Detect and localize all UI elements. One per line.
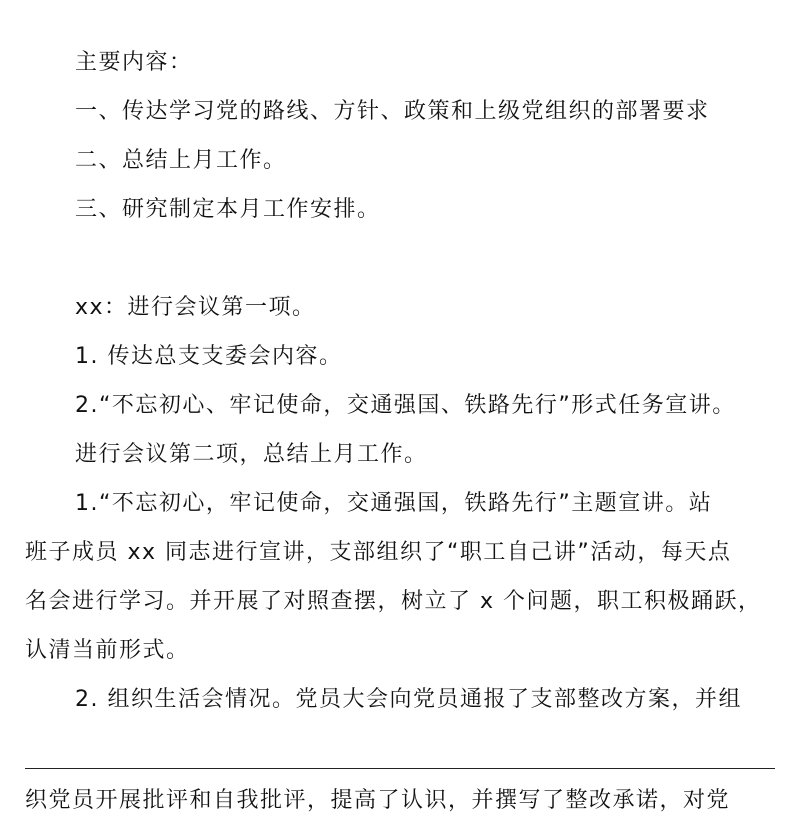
text-line-paragraph-1b: 班子成员 xx 同志进行宣讲，支部组织了“职工自己讲”活动，每天点 — [25, 540, 732, 565]
text-line-point-2: 2.“不忘初心、牢记使命，交通强国、铁路先行”形式任务宣讲。 — [75, 393, 736, 418]
text-line-paragraph-1d: 认清当前形式。 — [25, 638, 190, 663]
text-line-paragraph-1c: 名会进行学习。并开展了对照查摆，树立了 x 个问题，职工积极踊跃， — [25, 589, 762, 614]
text-line-item-2: 二、总结上月工作。 — [75, 148, 287, 173]
text-line-point-1: 1. 传达总支支委会内容。 — [75, 344, 343, 369]
text-line-heading: 主要内容： — [75, 50, 193, 75]
text-line-item-3: 三、研究制定本月工作安排。 — [75, 197, 381, 222]
text-line-item-1: 一、传达学习党的路线、方针、政策和上级党组织的部署要求 — [75, 99, 710, 124]
text-line-paragraph-1a: 1.“不忘初心，牢记使命，交通强国，铁路先行”主题宣讲。站 — [75, 491, 713, 516]
next-page-fragment — [25, 786, 785, 813]
text-line-paragraph-2a: 2. 组织生活会情况。党员大会向党员通报了支部整改方案，并组 — [75, 687, 742, 712]
text-line-agenda-2: 进行会议第二项，总结上月工作。 — [75, 442, 428, 467]
page-break-divider — [25, 768, 775, 769]
text-line-agenda-1: xx：进行会议第一项。 — [75, 295, 316, 320]
text-line-next-page: 织党员开展批评和自我批评，提高了认识，并撰写了整改承诺，对党 — [25, 788, 731, 813]
